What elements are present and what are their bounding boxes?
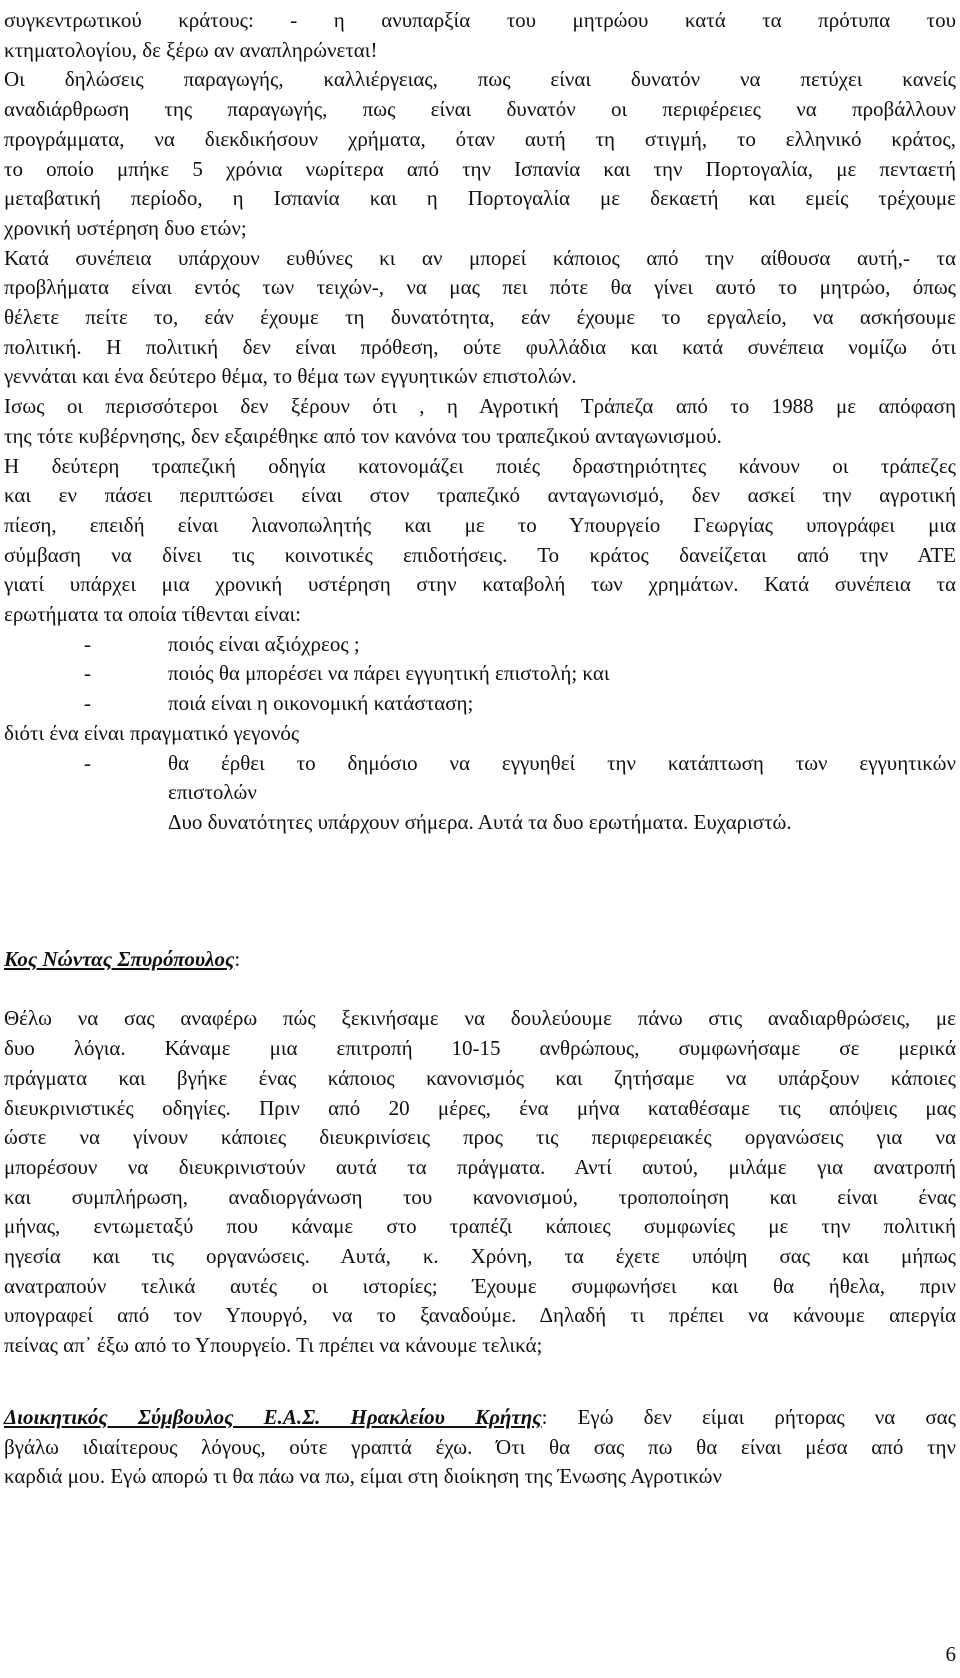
paragraph-line: πολιτική. Η πολιτική δεν είναι πρόθεση, ούτε φυλλάδια και κατά συνέπεια νομίζω ότι bbox=[4, 334, 956, 359]
paragraph-line: θέλετε πείτε το, εάν έχουμε τη δυνατότητα, εάν έχουμε το εργαλείο, να ασκήσουμε bbox=[4, 305, 956, 330]
paragraph-line bbox=[4, 1403, 956, 1433]
paragraph-line: και εν πάσει περιπτώσει είναι στον τραπεζικό ανταγωνισμό, δεν ασκεί την αγροτική bbox=[4, 483, 956, 508]
paragraph-line: γιατί υπάρχει μια χρονική υστέρηση στην καταβολή των χρημάτων. Κατά συνέπεια τα bbox=[4, 572, 956, 597]
list-item-continuation: επιστολών bbox=[168, 780, 257, 805]
paragraph-line: σύμβαση να δίνει τις κοινοτικές επιδοτήσεις. Το κράτος δανείζεται από την ΑΤΕ bbox=[4, 542, 956, 567]
paragraph-line: συγκεντρωτικού κράτους: - η ανυπαρξία του μητρώου κατά τα πρότυπα του bbox=[4, 8, 956, 32]
paragraph-line: χρονική υστέρηση δυο ετών; bbox=[4, 215, 247, 240]
paragraph-line: Ισως οι περισσότεροι δεν ξέρουν ότι , η Αγροτική Τράπεζα από το 1988 με απόφαση bbox=[4, 394, 956, 419]
paragraph-line: διευκρινιστικές οδηγίες. Πριν από 20 μέρες, ένα μήνα καταθέσαμε τις απόψεις μας bbox=[4, 1095, 956, 1120]
paragraph-line: πείνας απ᾽ έξω από το Υπουργείο. Τι πρέπει να κάνουμε τελικά; bbox=[4, 1333, 543, 1358]
list-item bbox=[4, 749, 956, 779]
paragraph-line: μπορέσουν να διευκρινιστούν αυτά τα πράγματα. Αντί αυτού, μιλάμε για ανατροπή bbox=[4, 1154, 956, 1179]
paragraph-line: Η δεύτερη τραπεζική οδηγία κατονομάζει ποιές δραστηριότητες κάνουν οι τράπεζες bbox=[4, 453, 956, 478]
blank-line bbox=[4, 975, 956, 1005]
paragraph-line: γεννάται και ένα δεύτερο θέμα, το θέμα των εγγυητικών επιστολών. bbox=[4, 364, 577, 389]
dash-bullet: - bbox=[84, 661, 91, 686]
list-item-text: ποιός είναι αξιόχρεος ; bbox=[168, 631, 360, 656]
paragraph-line: της τότε κυβέρνησης, δεν εξαιρέθηκε από τον κανόνα του τραπεζικού ανταγωνισμού. bbox=[4, 423, 722, 448]
list-item bbox=[4, 659, 956, 689]
paragraph-line: ηγεσία και τις οργανώσεις. Αυτά, κ. Χρόνη, τα έχετε υπόψη σας και μήπως bbox=[4, 1244, 956, 1269]
paragraph-lines bbox=[4, 1004, 956, 1360]
speech-block-eas-heraklion bbox=[4, 1403, 956, 1492]
list-item-text: θα έρθει το δημόσιο να εγγυηθεί την κατάπτωση των εγγυητικών bbox=[168, 750, 956, 775]
paragraph-line: μεταβατική περίοδο, η Ισπανία και η Πορτογαλία με δεκαετή και εμείς τρέχουμε bbox=[4, 186, 956, 211]
list-item-text: ποιά είναι η οικονομική κατάσταση; bbox=[168, 691, 474, 716]
paragraph-line: Κατά συνέπεια υπάρχουν ευθύνες κι αν μπορεί κάποιος από την αίθουσα αυτή,- τα bbox=[4, 245, 956, 270]
paragraph-line: πράγματα και βγήκε ένας κάποιος κανονισμός και ζητήσαμε να υπάρξουν κάποιες bbox=[4, 1065, 956, 1090]
speaker-heading bbox=[4, 945, 956, 975]
paragraph-line: ανατραπούν τελικά αυτές οι ιστορίες; Έχουμε συμφωνήσει και θα ήθελα, πριν bbox=[4, 1273, 956, 1298]
list-item bbox=[4, 689, 956, 719]
paragraph-line: Θέλω να σας αναφέρω πώς ξεκινήσαμε να δουλεύουμε πάνω στις αναδιαρθρώσεις, με bbox=[4, 1006, 956, 1031]
dash-bullet: - bbox=[84, 750, 91, 775]
paragraph-line: το οποίο μπήκε 5 χρόνια νωρίτερα από την Ισπανία και την Πορτογαλία, με πενταετή bbox=[4, 156, 956, 181]
list-item bbox=[4, 630, 956, 660]
paragraph-line: ώστε να γίνουν κάποιες διευκρινίσεις προς τις περιφερειακές οργανώσεις για να bbox=[4, 1125, 956, 1150]
paragraph-line: προγράμματα, να διεκδικήσουν χρήματα, όταν αυτή τη στιγμή, το ελληνικό κράτος, bbox=[4, 126, 956, 151]
paragraph-line: ερωτήματα τα οποία τίθενται είναι: bbox=[4, 602, 301, 627]
paragraph-line: πίεση, επειδή είναι λιανοπωλητής και με το Υπουργείο Γεωργίας υπογράφει μια bbox=[4, 512, 956, 537]
paragraph-line: καρδιά μου. Εγώ απορώ τι θα πάω να πω, είμαι στη διοίκηση της Ένωσης Αγροτικών bbox=[4, 1464, 722, 1489]
paragraph-line: υπογραφεί από τον Υπουργό, να το ξαναδούμε. Δηλαδή τι πρέπει να κάνουμε απεργία bbox=[4, 1303, 956, 1328]
speech-block-spyropoulos bbox=[4, 945, 956, 1361]
paragraph-line: βγάλω ιδιαίτερους λόγους, ούτε γραπτά έχω. Ότι θα σας πω θα είναι μέσα από την bbox=[4, 1434, 956, 1459]
speaker-name: Διοικητικός Σύμβουλος Ε.Α.Σ. Ηρακλείου Κρήτης bbox=[4, 1405, 542, 1429]
paragraph-line: δυο λόγια. Κάναμε μια επιτροπή 10-15 ανθρώπους, συμφωνήσαμε σε μερικά bbox=[4, 1036, 956, 1061]
speech-block-previous-speaker bbox=[4, 6, 956, 838]
paragraph-line: προβλήματα είναι εντός των τειχών-, να μας πει πότε θα γίνει αυτό το μητρώο, όπως bbox=[4, 275, 956, 300]
paragraph-line: κτηματολογίου, δε ξέρω αν αναπληρώνεται! bbox=[4, 37, 378, 62]
paragraph-lines bbox=[4, 1433, 956, 1492]
closing-line: Δυο δυνατότητες υπάρχουν σήμερα. Αυτά τα δυο ερωτήματα. Ευχαριστώ. bbox=[168, 809, 792, 834]
paragraph-lines bbox=[4, 6, 956, 630]
paragraph-line: Οι δηλώσεις παραγωγής, καλλιέργειας, πως είναι δυνατόν να πετύχει κανείς bbox=[4, 67, 956, 92]
dash-bullet: - bbox=[84, 691, 91, 716]
speaker-first-line-text: : Εγώ δεν είμαι ρήτορας να σας bbox=[541, 1405, 956, 1429]
dash-bullet: - bbox=[84, 631, 91, 656]
paragraph-line: μήνας, εντωμεταξύ που κάναμε στο τραπέζι κάποιες συμφωνίες με την πολιτική bbox=[4, 1214, 956, 1239]
speaker-name: Κος Νώντας Σπυρόπουλος bbox=[4, 947, 235, 971]
speaker-colon: : bbox=[234, 947, 241, 971]
list-item-text: ποιός θα μπορέσει να πάρει εγγυητική επιστολή; και bbox=[168, 661, 610, 686]
paragraph-line: και συμπλήρωση, αναδιοργάνωση του κανονισμού, τροποποίηση και είναι ένας bbox=[4, 1184, 956, 1209]
paragraph-line: διότι ένα είναι πραγματικό γεγονός bbox=[4, 720, 300, 745]
page-number: 6 bbox=[945, 1642, 956, 1666]
paragraph-line: αναδιάρθρωση της παραγωγής, πως είναι δυνατόν οι περιφέρειες να προβάλλουν bbox=[4, 97, 956, 122]
